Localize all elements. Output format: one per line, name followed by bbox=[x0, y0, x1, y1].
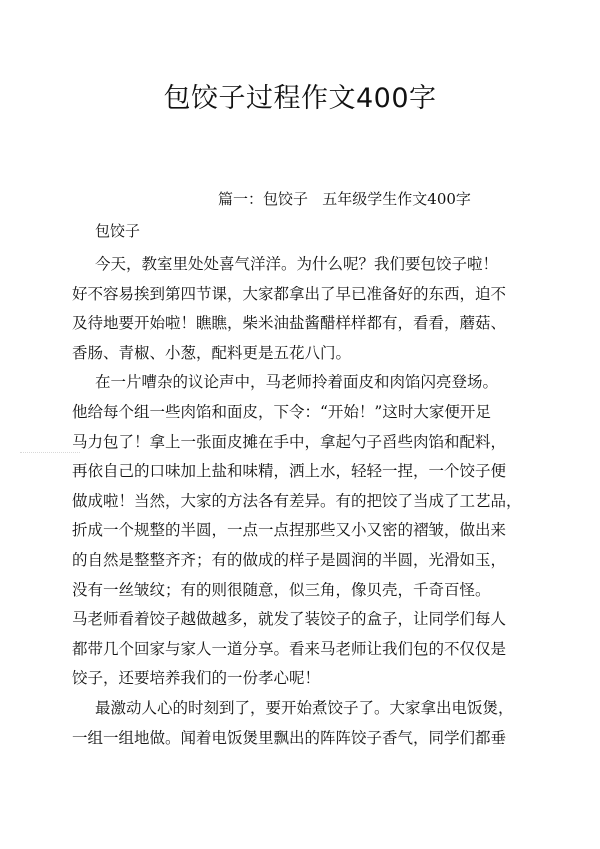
essay-body bbox=[72, 250, 532, 753]
text-line: 马力包了！拿上一张面皮摊在手中，拿起勺子舀些肉馅和配料， bbox=[72, 432, 507, 451]
text-line: 今天，教室里处处喜气洋洋。为什么呢？我们要包饺子啦！ bbox=[95, 255, 499, 273]
text-line: 一组一组地做。闻着电饭煲里飘出的阵阵饺子香气，同学们都垂 bbox=[72, 728, 507, 747]
text-line: 最激动人心的时刻到了，要开始煮饺子了。大家拿出电饭煲， bbox=[95, 698, 514, 717]
text-line: 折成一个规整的半圆，一点一点捏那些又小又密的褶皱，做出来 bbox=[72, 521, 507, 540]
text-line: 再依自己的口味加上盐和味精，洒上水，轻轻一捏，一个饺子便 bbox=[72, 462, 507, 481]
text-line: 好不容易挨到第四节课，大家都拿出了早已准备好的东西，迫不 bbox=[72, 284, 507, 303]
text-line: 在一片嘈杂的议论声中，马老师拎着面皮和肉馅闪亮登场。 bbox=[95, 373, 499, 392]
text-line: 都带几个回家与家人一道分享。看来马老师让我们包的不仅仅是 bbox=[72, 639, 507, 658]
text-line: 香肠、青椒、小葱，配料更是五花八门。 bbox=[72, 343, 352, 362]
text-line: 及待地要开始啦！瞧瞧，柴米油盐酱醋样样都有，看看，蘑菇、 bbox=[72, 314, 507, 333]
essay-heading: 包饺子 bbox=[95, 222, 141, 240]
text-line: 的自然是整整齐齐；有的做成的样子是圆润的半圆，光滑如玉， bbox=[72, 550, 507, 569]
text-line: 做成啦！当然，大家的方法各有差异。有的把饺了当成了工艺品， bbox=[72, 491, 522, 510]
text-line: 马老师看着饺子越做越多，就发了装饺子的盒子，让同学们每人 bbox=[72, 610, 507, 629]
divider bbox=[20, 452, 80, 453]
text-line: 饺子，还要培养我们的一份孝心呢！ bbox=[72, 669, 321, 688]
text-line: 他给每个组一些肉馅和面皮，下令：“开始！”这时大家便开足 bbox=[72, 402, 491, 421]
section-title: 篇一：包饺子 五年级学生作文400字 bbox=[218, 190, 471, 208]
document-title: 包饺子过程作文400字 bbox=[163, 83, 437, 114]
text-line: 没有一丝皱纹；有的则很随意，似三角，像贝壳，千奇百怪。 bbox=[72, 580, 491, 599]
